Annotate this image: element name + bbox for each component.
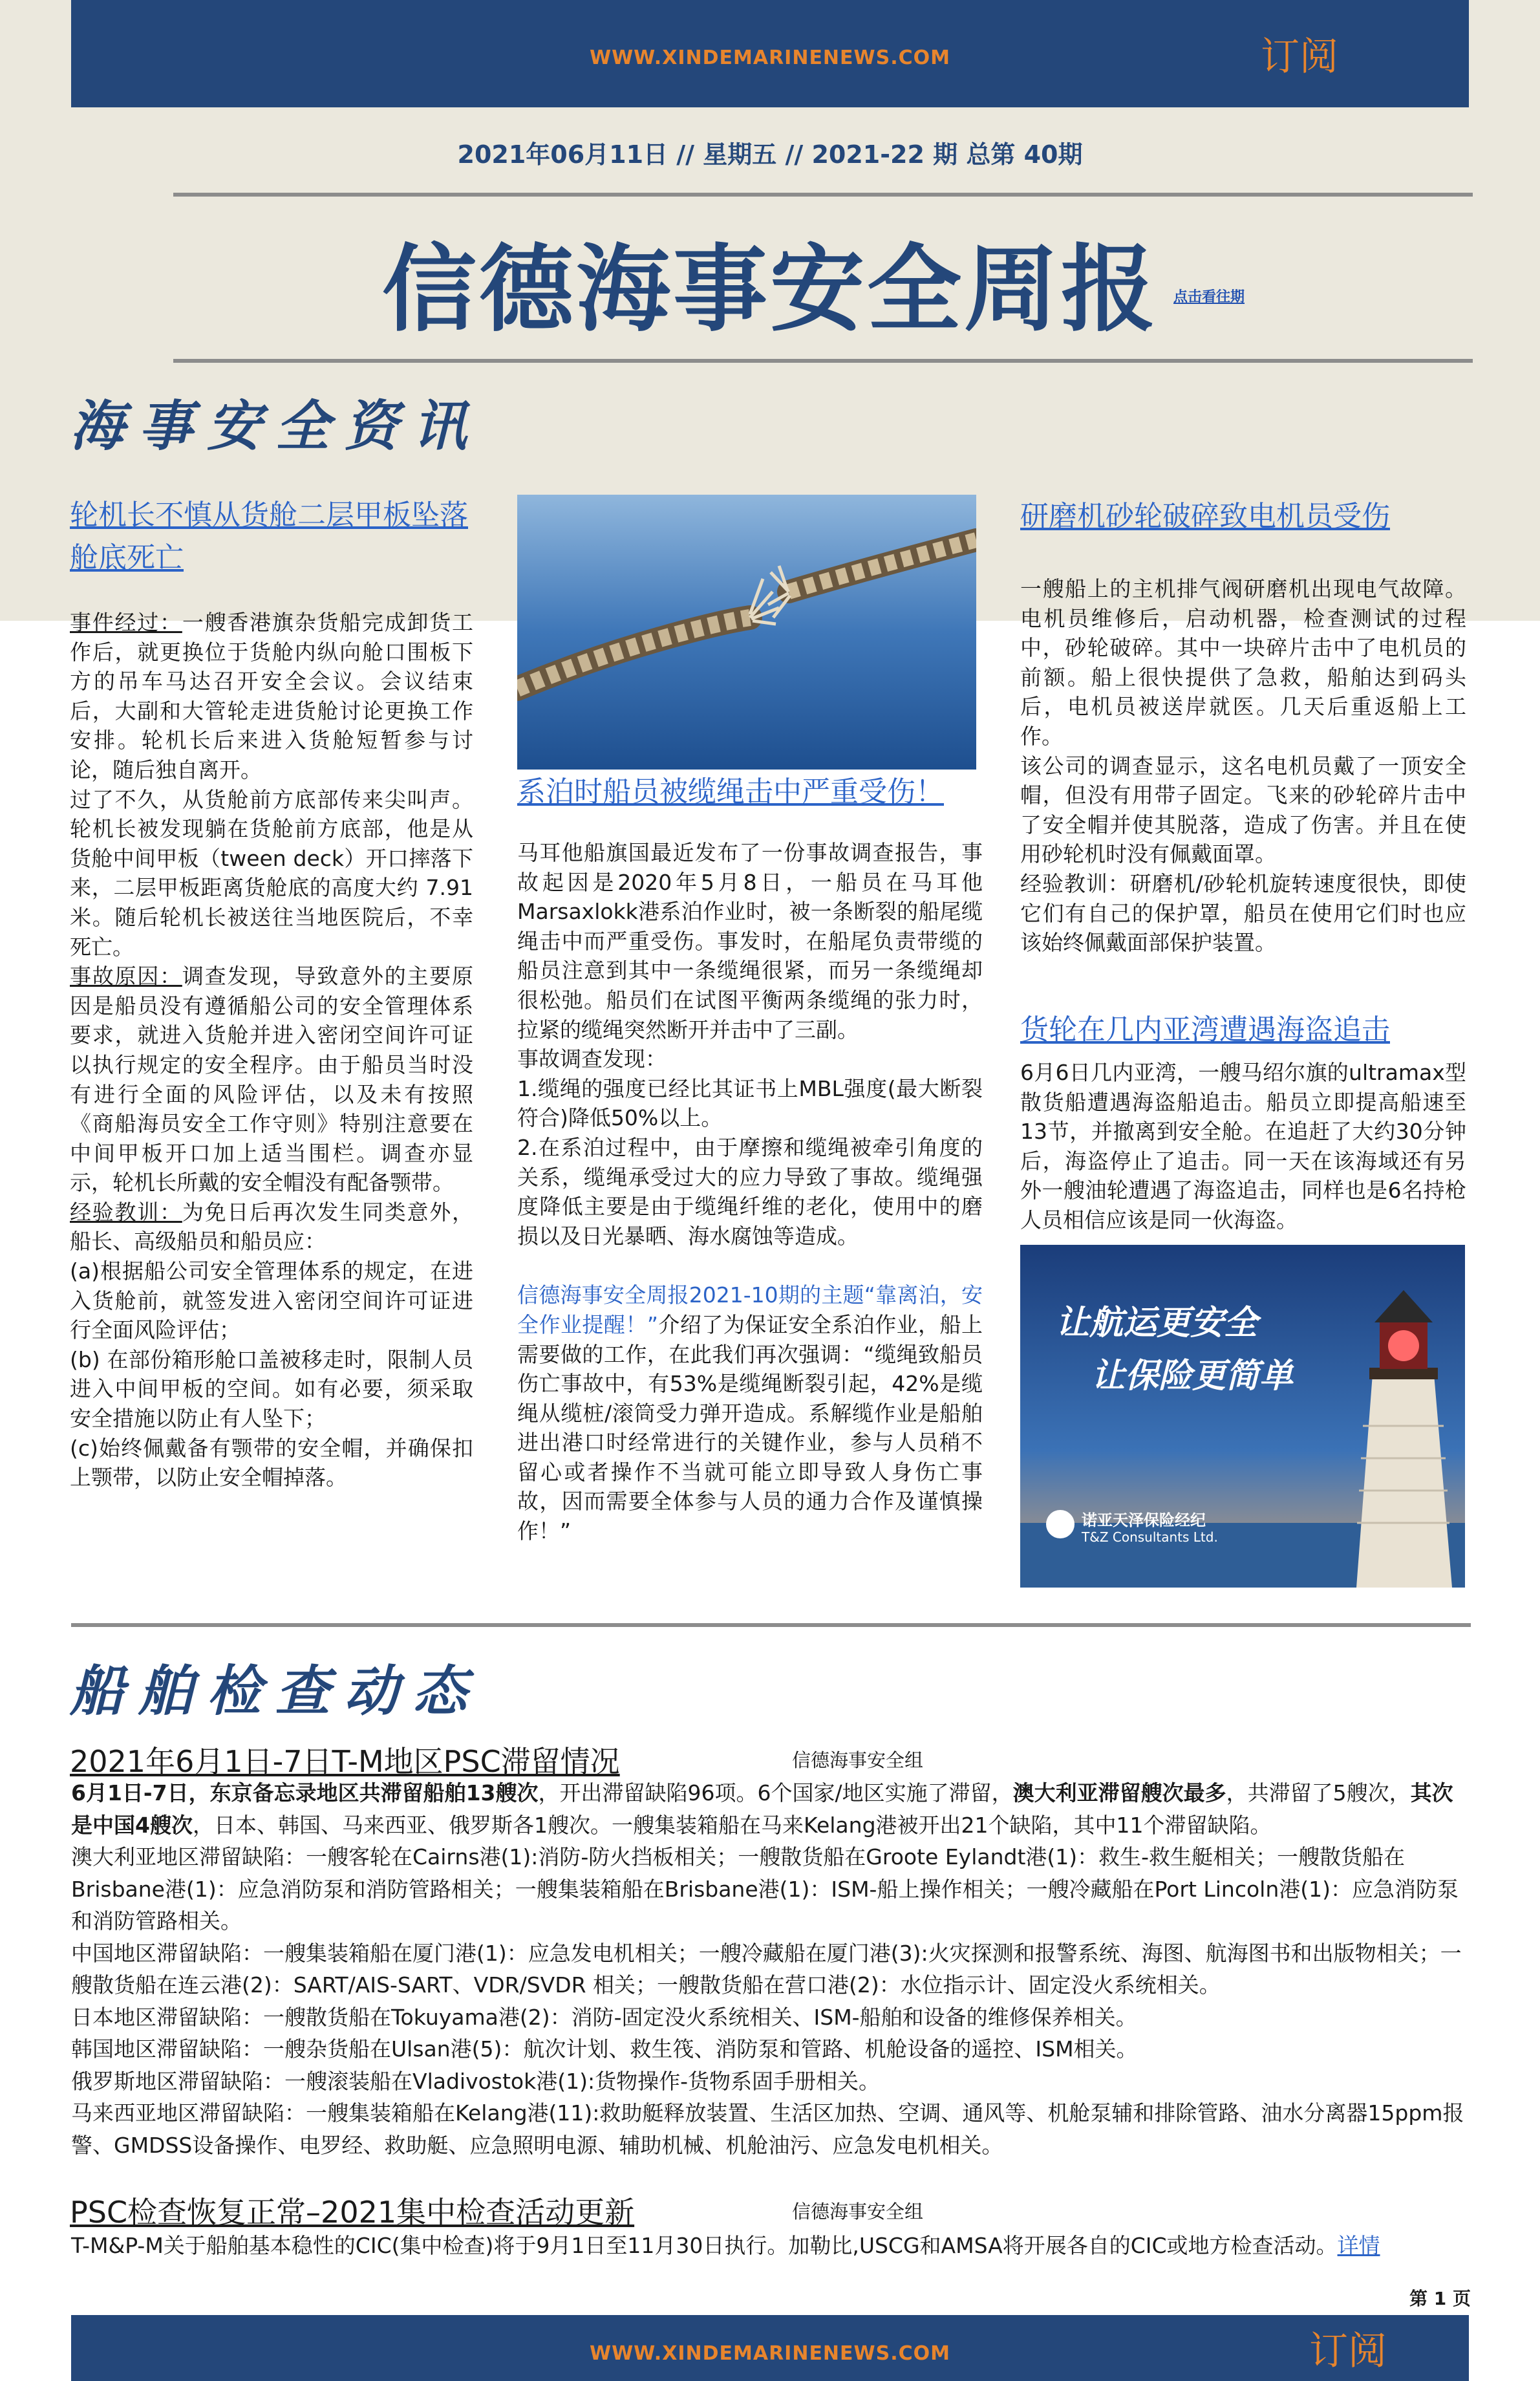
- article-source: 信德海事安全组: [792, 2201, 924, 2223]
- highlight: 6月1日-7日，东京备忘录地区共滞留船舶13艘次: [71, 1780, 539, 1805]
- text: 为免日后再次发生同类意外，船长、高级船员和船员应：: [70, 1199, 474, 1255]
- paragraph: 马耳他船旗国最近发布了一份事故调查报告，事故起因是2020年5月8日，一船员在马耳他Marsaxlokk港系泊作业时，被一条断裂的船尾缆绳击中而严重受伤。事发时，在船尾负责带缆的船员注意到其中一条缆绳很紧，而另一条缆绳却很松弛。船员们在试图平衡两条缆绳的张力时，拉紧的缆绳突然断开并击中了三副。: [517, 840, 983, 1042]
- subscribe-link[interactable]: 订阅: [1309, 2329, 1387, 2374]
- frayed-rope-photo: [517, 495, 976, 770]
- paragraph: 2.在系泊过程中，由于摩擦和缆绳被牵引角度的关系，缆绳承受过大的应力导致了事故。缆绳强度降低主要是由于缆绳纤维的老化，使用中的磨损以及日光暴晒、海水腐蚀等造成。: [517, 1134, 983, 1249]
- website-url[interactable]: WWW.XINDEMARINENEWS.COM: [589, 2342, 951, 2365]
- header-rule-bottom: [173, 359, 1473, 363]
- article-body-chief-engineer-fall: [70, 608, 473, 1492]
- paragraph: 事故调查发现：: [517, 1046, 667, 1072]
- text: ，共滞留了5艘次，: [1226, 1780, 1411, 1805]
- paragraph: [70, 962, 473, 1198]
- bottom-banner: [71, 2315, 1469, 2381]
- paragraph: [517, 1280, 983, 1546]
- text: ，日本、韩国、马来西亚、俄罗斯各1艘次。一艘集装箱船在马来Kelang港被开出21个缺陷，其中11个滞留缺陷。: [192, 1812, 1272, 1838]
- label-lessons: 经验教训：: [70, 1199, 182, 1225]
- paragraph: (c)始终佩戴备有颚带的安全帽，并确保扣上颚带，以防止安全帽掉落。: [70, 1435, 473, 1491]
- ad-company-cn: 诺亚天泽保险经纪: [1082, 1511, 1206, 1529]
- paragraph: 一艘船上的主机排气阀研磨机出现电气故障。电机员维修后，启动机器，检查测试的过程中，砂轮破碎。其中一块碎片击中了电机员的前额。船上很快提供了急救，船舶达到码头后，电机员被送岸就医。几天后重返船上工作。: [1020, 576, 1466, 749]
- ad-line-2: 让保险更简单: [1091, 1357, 1294, 1395]
- ad-line-1: 让航运更安全: [1056, 1304, 1258, 1342]
- paragraph: [71, 1777, 1471, 1841]
- text: 调查发现，导致意外的主要原因是船员没有遵循船公司的安全管理体系要求，就进入货舱并进入密闭空间许可证以执行规定的安全程序。由于船员当时没有进行全面的风险评估，以及未有按照《商船海员安全工作守则》特别注意要在中间甲板开口加上适当围栏。调查亦显示，轮机长所戴的安全帽没有配备颚带。: [70, 964, 474, 1196]
- paragraph: [71, 2230, 1471, 2262]
- ad-company-en: T&Z Consultants Ltd.: [1082, 1529, 1218, 1545]
- paragraph: 6月6日几内亚湾，一艘马绍尔旗的ultramax型散货船遭遇海盗船追击。船员立即提高船速至13节，并撤离到安全舱。在追赶了大约30分钟后，海盗停止了追击。同一天在该海域还有另外一艘油轮遭遇了海盗追击，同样也是6名持枪人员相信应该是同一伙海盗。: [1020, 1060, 1466, 1233]
- paragraph: 日本地区滞留缺陷：一艘散货船在Tokuyama港(2)：消防-固定没火系统相关、ISM-船舶和设备的维修保养相关。: [71, 2004, 1137, 2030]
- label-incident: 事件经过：: [70, 610, 182, 635]
- section-title-inspection-news: 船舶检查动态: [70, 1659, 482, 1723]
- paragraph: 澳大利亚地区滞留缺陷：一艘客轮在Cairns港(1):消防-防火挡板相关；一艘散货船在Groote Eylandt港(1)：救生-救生艇相关；一艘散货船在Brisbane港(1)：应急消防泵和消防管路相关；一艘集装箱船在Brisbane港(1)：ISM-船上操作相关；一艘冷藏船在Port Lincoln港(1)：应急消防泵和消防管路相关。: [71, 1844, 1459, 1934]
- article-title-cic-update[interactable]: PSC检查恢复正常–2021集中检查活动更新: [70, 2195, 635, 2230]
- article-title-piracy-chase[interactable]: 货轮在几内亚湾遭遇海盗追击: [1020, 1013, 1390, 1046]
- article-body-grinder-injury: [1020, 574, 1466, 958]
- text: 一艘香港旗杂货船完成卸货工作后，就更换位于货舱内纵向舱口围板下方的吊车马达召开安全会议。会议结束后，大副和大管轮走进货舱讨论更换工作安排。轮机长后来进入货舱短暂参与讨论，随后独自离开。: [70, 610, 474, 782]
- paragraph: 过了不久，从货舱前方底部传来尖叫声。轮机长被发现躺在货舱前方底部，他是从货舱中间甲板（tween deck）开口摔落下来，二层甲板距离货舱底的高度大约 7.91 米。随后轮机长被送往当地医院后，不幸死亡。: [70, 786, 473, 960]
- past-issues-link[interactable]: 点击看往期: [1173, 289, 1245, 305]
- masthead-title: 信德海事安全周报: [382, 235, 1158, 345]
- article-source: 信德海事安全组: [792, 1749, 924, 1771]
- issue-dateline: 2021年06月11日 // 星期五 // 2021-22 期 总第 40期: [457, 140, 1083, 169]
- text: T-M&P-M关于船舶基本稳性的CIC(集中检查)将于9月1日至11月30日执行。加勒比,USCG和AMSA将开展各自的CIC或地方检查活动。: [71, 2233, 1338, 2258]
- highlight: 其次是中国4艘次: [71, 1780, 1453, 1838]
- paragraph: (b) 在部份箱形舱口盖被移走时，限制人员进入中间甲板的空间。如有必要，须采取安全措施以防止有人坠下；: [70, 1346, 473, 1432]
- article-body-cic-update: [71, 2230, 1471, 2262]
- page-number: 第 1 页: [1409, 2288, 1471, 2309]
- paragraph: 韩国地区滞留缺陷：一艘杂货船在Ulsan港(5)：航次计划、救生筏、消防泵和管路、机舱设备的遥控、ISM相关。: [71, 2036, 1138, 2062]
- text: 介绍了为保证安全系泊作业，船上需要做的工作，在此我们再次强调：“缆绳致船员伤亡事故中，有53%是缆绳断裂引起，42%是缆绳从缆桩/滚筒受力弹开造成。系解缆作业是船舶进出港口时经常进行的关键作业，参与人员稍不留心或者操作不当就可能立即导致人身伤亡事故，因而需要全体参与人员的通力合作及谨慎操作！”: [517, 1311, 983, 1544]
- top-banner: [71, 0, 1469, 107]
- insurance-advertisement[interactable]: [1020, 1245, 1465, 1588]
- paragraph: [70, 1198, 473, 1256]
- paragraph: 经验教训：研磨机/砂轮机旋转速度很快，即使它们有自己的保护罩，船员在使用它们时也应该始终佩戴面部保护装置。: [1020, 870, 1466, 956]
- article-title-psc-detentions[interactable]: 2021年6月1日-7日T-M地区PSC滞留情况: [70, 1744, 620, 1779]
- paragraph: [70, 608, 473, 785]
- subscribe-link[interactable]: 订阅: [1261, 34, 1338, 80]
- paragraph: 俄罗斯地区滞留缺陷：一艘滚装船在Vladivostok港(1):货物操作-货物系固手册相关。: [71, 2068, 881, 2094]
- paragraph: (a)根据船公司安全管理体系的规定，在进入货舱前，就签发进入密闭空间许可证进行全面风险评估；: [70, 1258, 473, 1343]
- article-title-grinder-injury[interactable]: 研磨机砂轮破碎致电机员受伤: [1020, 500, 1390, 533]
- label-cause: 事故原因：: [70, 964, 182, 989]
- paragraph: 1.缆绳的强度已经比其证书上MBL强度(最大断裂符合)降低50%以上。: [517, 1075, 983, 1131]
- article-title-chief-engineer-fall[interactable]: 轮机长不慎从货舱二层甲板坠落舱底死亡: [70, 499, 468, 574]
- highlight: 澳大利亚滞留艘次最多: [1012, 1780, 1226, 1805]
- article-title-mooring-injury[interactable]: 系泊时船员被缆绳击中严重受伤！: [517, 775, 944, 808]
- section-title-safety-news: 海事安全资讯: [70, 394, 482, 458]
- article-body-psc-detentions: [71, 1777, 1471, 2161]
- header-rule-top: [173, 193, 1473, 197]
- paragraph: 中国地区滞留缺陷：一艘集装箱船在厦门港(1)：应急发电机相关；一艘冷藏船在厦门港(3):火灾探测和报警系统、海图、航海图书和出版物相关；一艘散货船在连云港(2)：SART/AIS-SART、VDR/SVDR 相关；一艘散货船在营口港(2)：水位指示计、固定没火系统相关。: [71, 1940, 1462, 1998]
- details-link[interactable]: 详情: [1337, 2233, 1380, 2258]
- website-url[interactable]: WWW.XINDEMARINENEWS.COM: [589, 47, 951, 69]
- section-divider: [71, 1623, 1471, 1627]
- article-body-piracy-chase: [1020, 1058, 1466, 1235]
- paragraph: 该公司的调查显示，这名电机员戴了一顶安全帽，但没有用带子固定。飞来的砂轮碎片击中了安全帽并使其脱落，造成了伤害。并且在使用砂轮机时没有佩戴面罩。: [1020, 753, 1466, 867]
- paragraph: 马来西亚地区滞留缺陷：一艘集装箱船在Kelang港(11):救助艇释放装置、生活区加热、空调、通风等、机舱泵辅和排除管路、油水分离器15ppm报警、GMDSS设备操作、电罗经、救助艇、应急照明电源、辅助机械、机舱油污、应急发电机相关。: [71, 2100, 1464, 2158]
- previous-issue-link[interactable]: 信德海事安全周报2021-10期的主题“靠离泊，安全作业提醒！”: [517, 1282, 983, 1337]
- article-body-mooring-injury: [517, 838, 983, 1546]
- text: ，开出滞留缺陷96项。6个国家/地区实施了滞留，: [538, 1780, 1013, 1805]
